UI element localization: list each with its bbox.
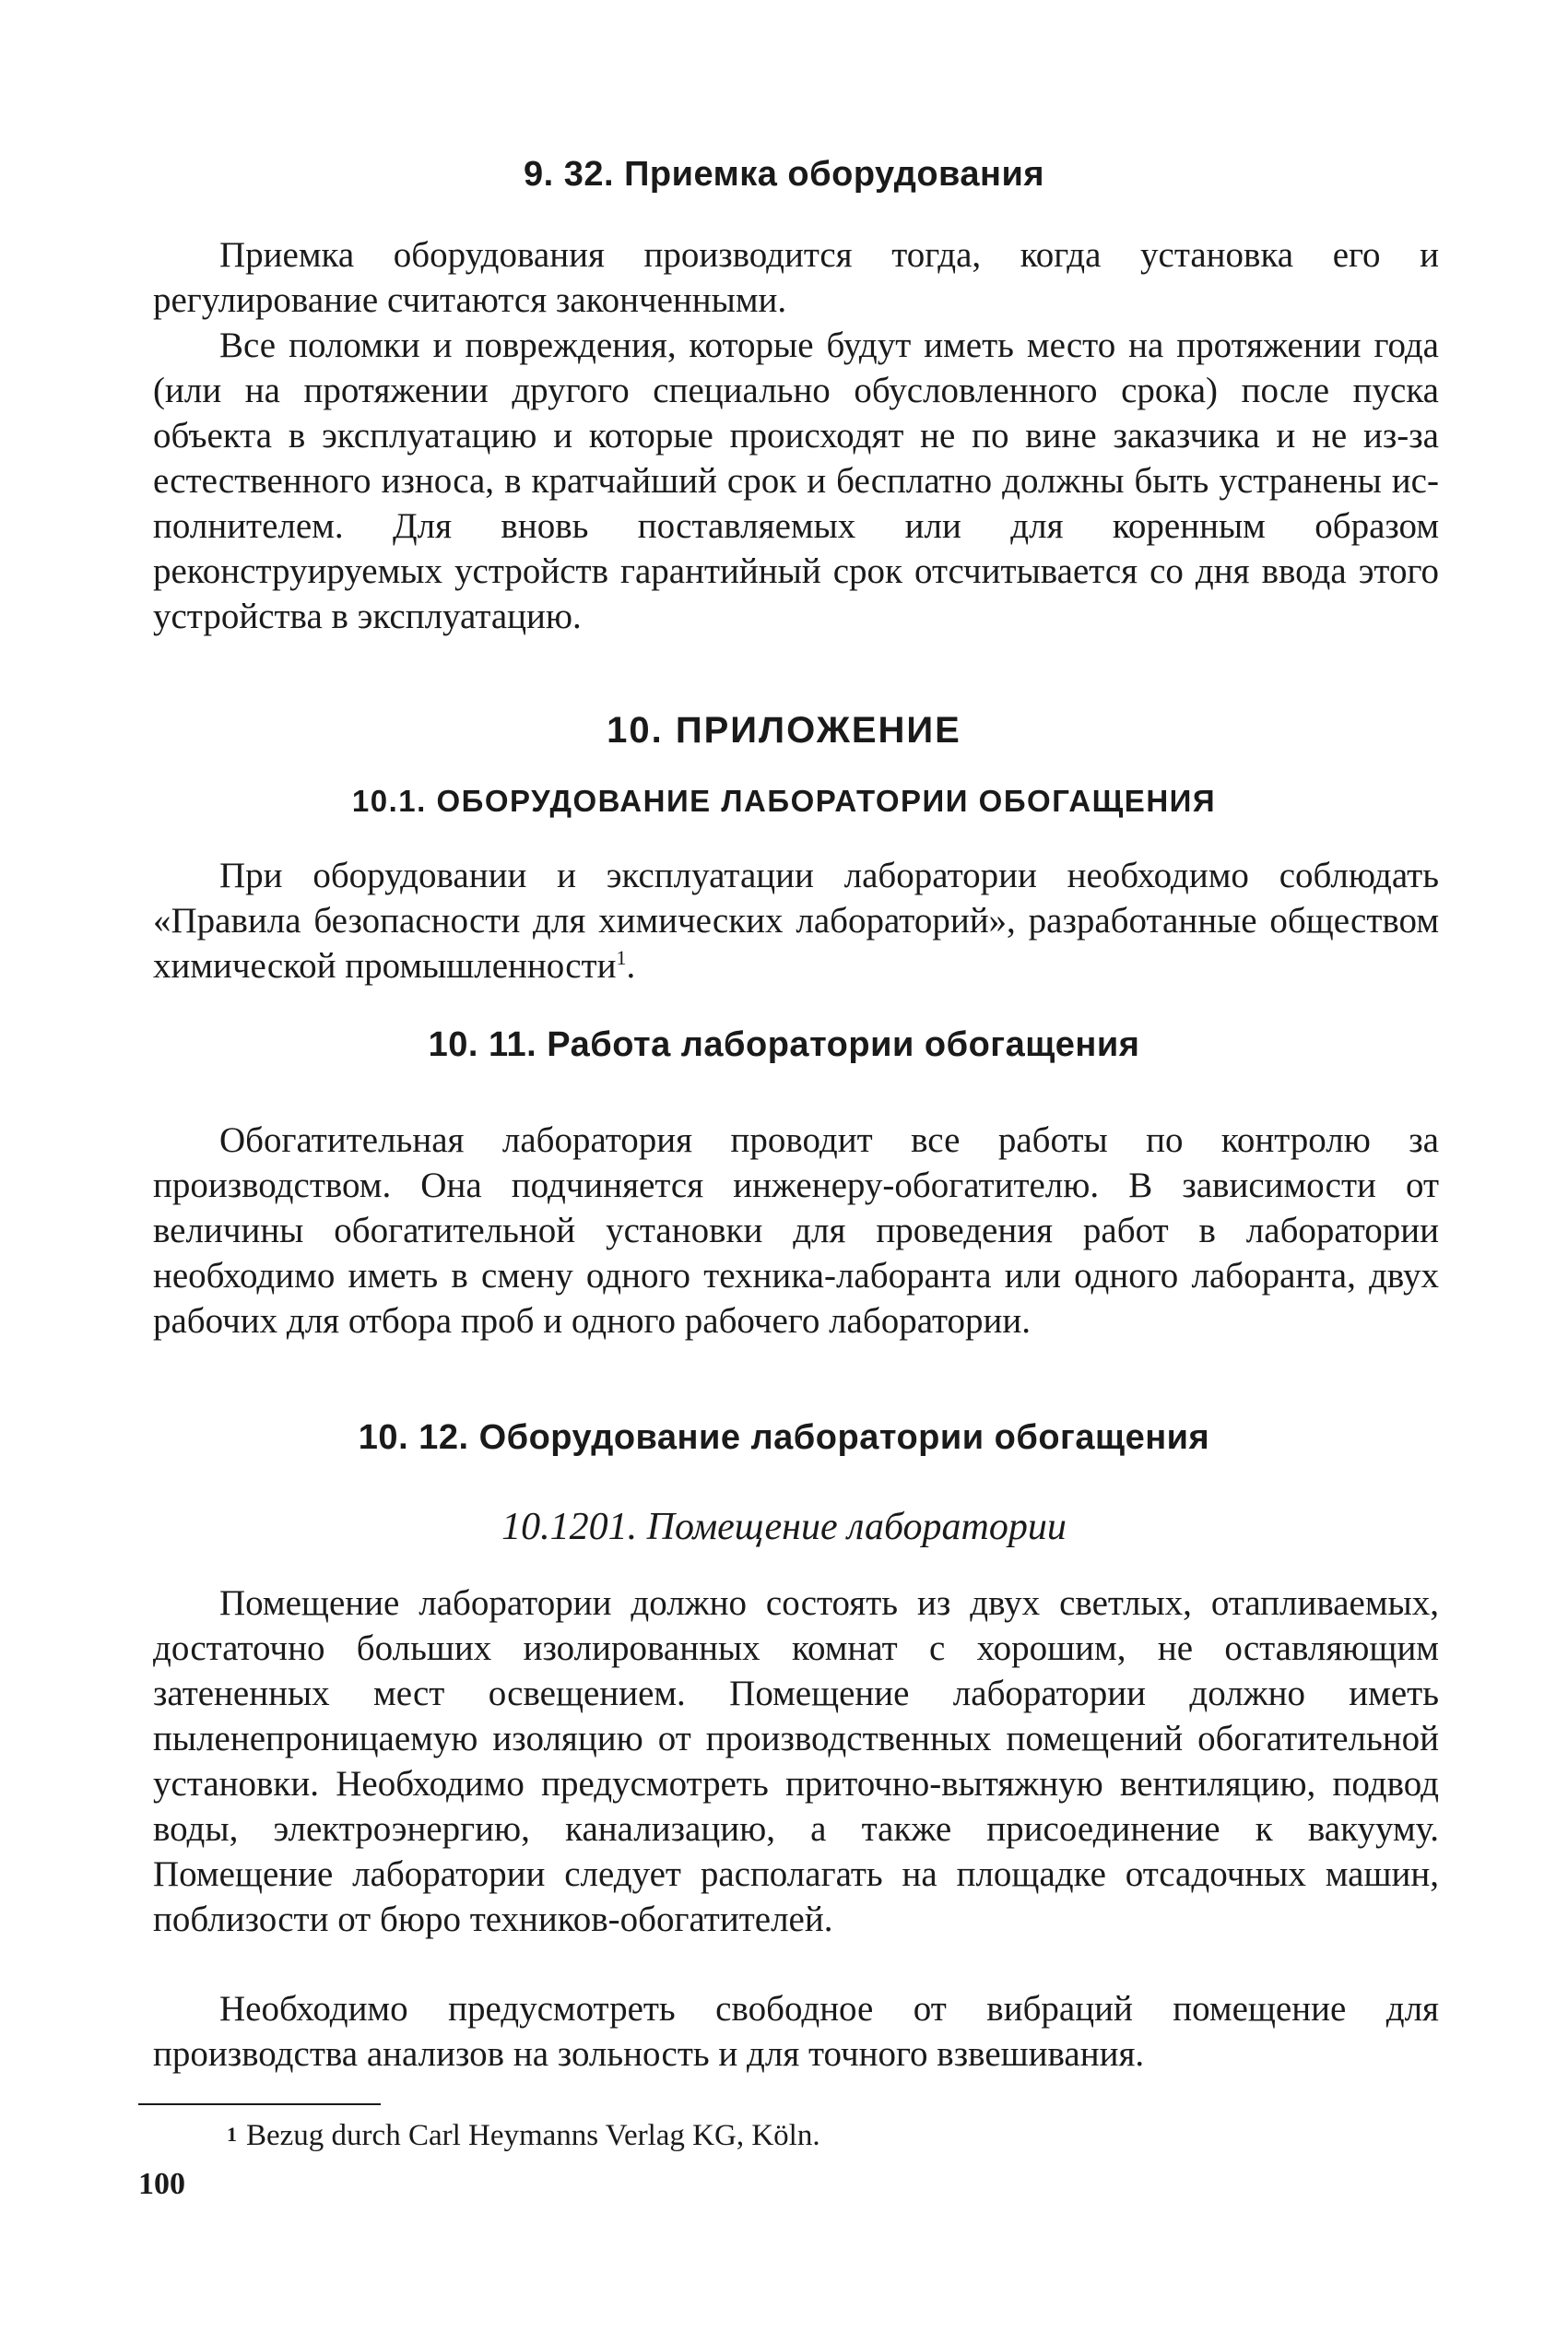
paragraph-lab-room: Помещение лаборатории должно состоять из двух светлых, отапливаемых, достаточно больших изолированных комнат с хорошим, не оставляющим затененных мест освещением. Помещение лаборатории должно иметь пыленепроницаемую изоляцию от производственных помещений обогатительной установки. Необходимо предусмотреть приточно-вытяжную вентиляцию, подвод воды, электроэнергию, канализацию, а также присоединение к вакууму. Помещение лаборатории следует располагать на площадке отсадочных машин, поблизости от бюро техников-обогатителей. [153, 1583, 1439, 1939]
section-heading-10-12: 10. 12. Оборудование лаборатории обогащения [358, 1418, 1210, 1457]
footnote-divider [138, 2103, 381, 2105]
section-heading-9-32: 9. 32. Приемка оборудования [523, 155, 1045, 194]
chapter-heading-10: 10. ПРИЛОЖЕНИЕ [607, 710, 961, 751]
section-heading-10-11: 10. 11. Работа лаборатории обогащения [428, 1025, 1140, 1064]
page-number: 100 [138, 2167, 185, 2201]
subsection-heading-10-1201: 10.1201. Помещение лаборатории [501, 1506, 1067, 1548]
footnote [227, 2117, 820, 2157]
paragraph-defects-warranty: Все поломки и повреждения, которые будут иметь место на протяжении года (или на протяжении другого специально обусловленного срока) после пуска объекта в эксплуатацию и которые происходят не по вине заказчика и не из-за естественного износа, в кратчайший срок и бесплатно должны быть устранены исполнителем. Для вновь поставляемых или для коренным образом реконструируемых устройств гарантийный срок отсчитывается со дня ввода этого устройства в эксплуатацию. [153, 326, 1439, 636]
footnote-text: Bezug durch Carl Heymanns Verlag KG, Köln. [246, 2119, 820, 2152]
paragraph-lab-safety-rules [153, 853, 1439, 988]
paragraph-vibration-free-room: Необходимо предусмотреть свободное от вибраций помещение для производства анализов на зольность и для точного взвешивания. [153, 1989, 1439, 2074]
paragraph-lab-work: Обогатительная лаборатория проводит все работы по контролю за производством. Она подчиняется инженеру-обогатителю. В зависимости от величины обогатительной установки для проведения работ в лаборатории необходимо иметь в смену одного техника-лаборанта или одного лаборанта, двух рабочих для отбора проб и одного рабочего лаборатории. [153, 1120, 1439, 1341]
paragraph-lab-safety-rules-end: . [626, 946, 636, 986]
paragraph-lab-safety-rules-text: При оборудовании и эксплуатации лаборатории необходимо соблюдать «Правила безопасности для химических лабораторий», разработанные обществом химической промышленности [153, 856, 1439, 986]
footnote-reference: 1 [616, 946, 627, 969]
section-heading-10-1: 10.1. ОБОРУДОВАНИЕ ЛАБОРАТОРИИ ОБОГАЩЕНИЯ [351, 784, 1217, 818]
paragraph-acceptance: Приемка оборудования производится тогда, когда установка его и регулирование считаются законченными. [153, 235, 1439, 320]
footnote-marker: 1 [227, 2123, 237, 2146]
